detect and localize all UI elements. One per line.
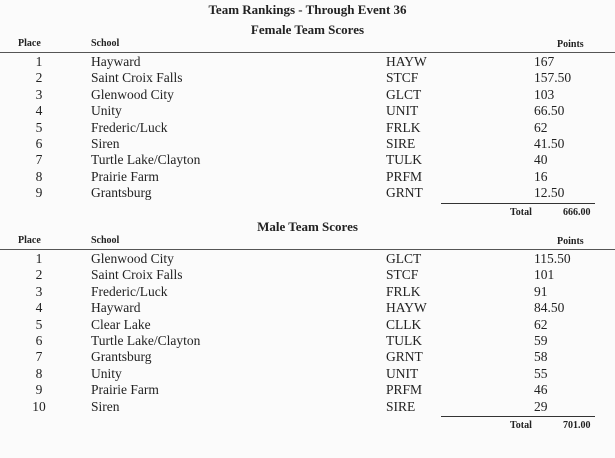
male-row-points: 62 — [534, 316, 548, 332]
male-row-place: 9 — [35, 382, 43, 398]
female-row-place: 4 — [35, 103, 43, 119]
female-row-place: 1 — [35, 54, 43, 69]
female-row-points: 16 — [534, 168, 548, 184]
male-row-code: SIRE — [386, 398, 416, 414]
male-row-place: 8 — [35, 365, 43, 381]
female-section-heading: Female Team Scores — [250, 22, 365, 37]
female-row-code: GLCT — [386, 86, 422, 102]
male-row-code: HAYW — [386, 300, 427, 316]
female-row-code: FRLK — [386, 119, 421, 135]
male-points-header: Points — [557, 236, 584, 247]
female-row-code: SIRE — [386, 136, 416, 151]
female-row-code: TULK — [386, 152, 422, 168]
male-row-points: 101 — [534, 267, 555, 283]
female-row-school: Glenwood City — [91, 86, 174, 102]
female-total-label: Total — [510, 207, 532, 218]
male-total-label: Total — [510, 420, 532, 431]
male-row-points: 59 — [534, 333, 548, 348]
male-row-code: STCF — [386, 267, 419, 283]
female-row-school: Unity — [91, 103, 122, 119]
male-section-heading: Male Team Scores — [257, 219, 358, 234]
female-row-code: UNIT — [386, 103, 419, 119]
female-row-place: 5 — [35, 119, 43, 135]
male-row-place: 5 — [35, 316, 43, 332]
male-row-place: 4 — [35, 300, 43, 316]
male-row-code: GLCT — [386, 251, 422, 266]
female-row-school: Turtle Lake/Clayton — [91, 152, 201, 168]
female-row-place: 2 — [35, 70, 43, 86]
male-row-place: 6 — [35, 333, 43, 348]
female-row-points: 40 — [534, 152, 548, 168]
male-row-points: 115.50 — [534, 251, 571, 266]
male-row-school: Saint Croix Falls — [91, 267, 183, 283]
female-row-points: 12.50 — [534, 185, 565, 201]
male-row-school: Prairie Farm — [91, 382, 159, 398]
female-row-points: 41.50 — [534, 136, 565, 151]
female-row-points: 66.50 — [534, 103, 565, 119]
female-row-place: 6 — [35, 136, 43, 151]
male-row-points: 58 — [534, 349, 548, 365]
female-row-points: 62 — [534, 119, 548, 135]
female-row-code: GRNT — [386, 185, 423, 201]
female-points-header: Points — [557, 39, 584, 50]
male-row-school: Turtle Lake/Clayton — [91, 333, 201, 348]
female-row-points: 103 — [534, 86, 555, 102]
female-row-code: HAYW — [386, 54, 427, 69]
page-title: Team Rankings - Through Event 36 — [208, 2, 407, 17]
female-total-value: 666.00 — [563, 207, 591, 218]
male-row-place: 10 — [32, 398, 46, 414]
male-row-code: UNIT — [386, 365, 419, 381]
female-row-school: Frederic/Luck — [91, 119, 168, 135]
male-row-points: 46 — [534, 382, 548, 398]
female-school-header: School — [91, 38, 120, 49]
male-row-school: Frederic/Luck — [91, 283, 168, 299]
male-row-school: Hayward — [91, 300, 141, 316]
female-row-code: STCF — [386, 70, 419, 86]
female-place-header: Place — [18, 38, 41, 49]
male-total-rule — [441, 416, 595, 417]
male-row-code: TULK — [386, 333, 422, 348]
male-row-place: 1 — [35, 251, 43, 266]
female-row-place: 8 — [35, 168, 43, 184]
male-header-rule — [0, 249, 615, 250]
male-row-code: GRNT — [386, 349, 423, 365]
female-row-points: 157.50 — [534, 70, 572, 86]
female-row-school: Grantsburg — [91, 185, 152, 201]
female-header-rule — [0, 52, 615, 53]
male-row-code: CLLK — [386, 316, 422, 332]
male-row-school: Siren — [91, 398, 120, 414]
male-row-points: 91 — [534, 283, 548, 299]
female-row-place: 9 — [35, 185, 43, 201]
male-row-points: 55 — [534, 365, 548, 381]
male-row-school: Clear Lake — [91, 316, 151, 332]
female-row-points: 167 — [534, 54, 555, 69]
male-row-code: PRFM — [386, 382, 423, 398]
male-row-place: 7 — [35, 349, 43, 365]
female-row-place: 3 — [35, 86, 43, 102]
male-place-header: Place — [18, 235, 41, 246]
male-row-code: FRLK — [386, 283, 421, 299]
female-row-place: 7 — [35, 152, 43, 168]
male-row-school: Grantsburg — [91, 349, 152, 365]
male-row-points: 29 — [534, 398, 548, 414]
male-row-points: 84.50 — [534, 300, 565, 316]
male-row-school: Unity — [91, 365, 122, 381]
female-row-code: PRFM — [386, 168, 423, 184]
female-row-school: Prairie Farm — [91, 168, 159, 184]
male-row-place: 2 — [35, 267, 43, 283]
female-total-rule — [441, 203, 595, 204]
male-row-place: 3 — [35, 283, 43, 299]
female-row-school: Hayward — [91, 54, 141, 69]
male-total-value: 701.00 — [563, 420, 591, 431]
female-row-school: Saint Croix Falls — [91, 70, 183, 86]
female-row-school: Siren — [91, 136, 120, 151]
male-row-school: Glenwood City — [91, 251, 174, 266]
male-school-header: School — [91, 235, 120, 246]
